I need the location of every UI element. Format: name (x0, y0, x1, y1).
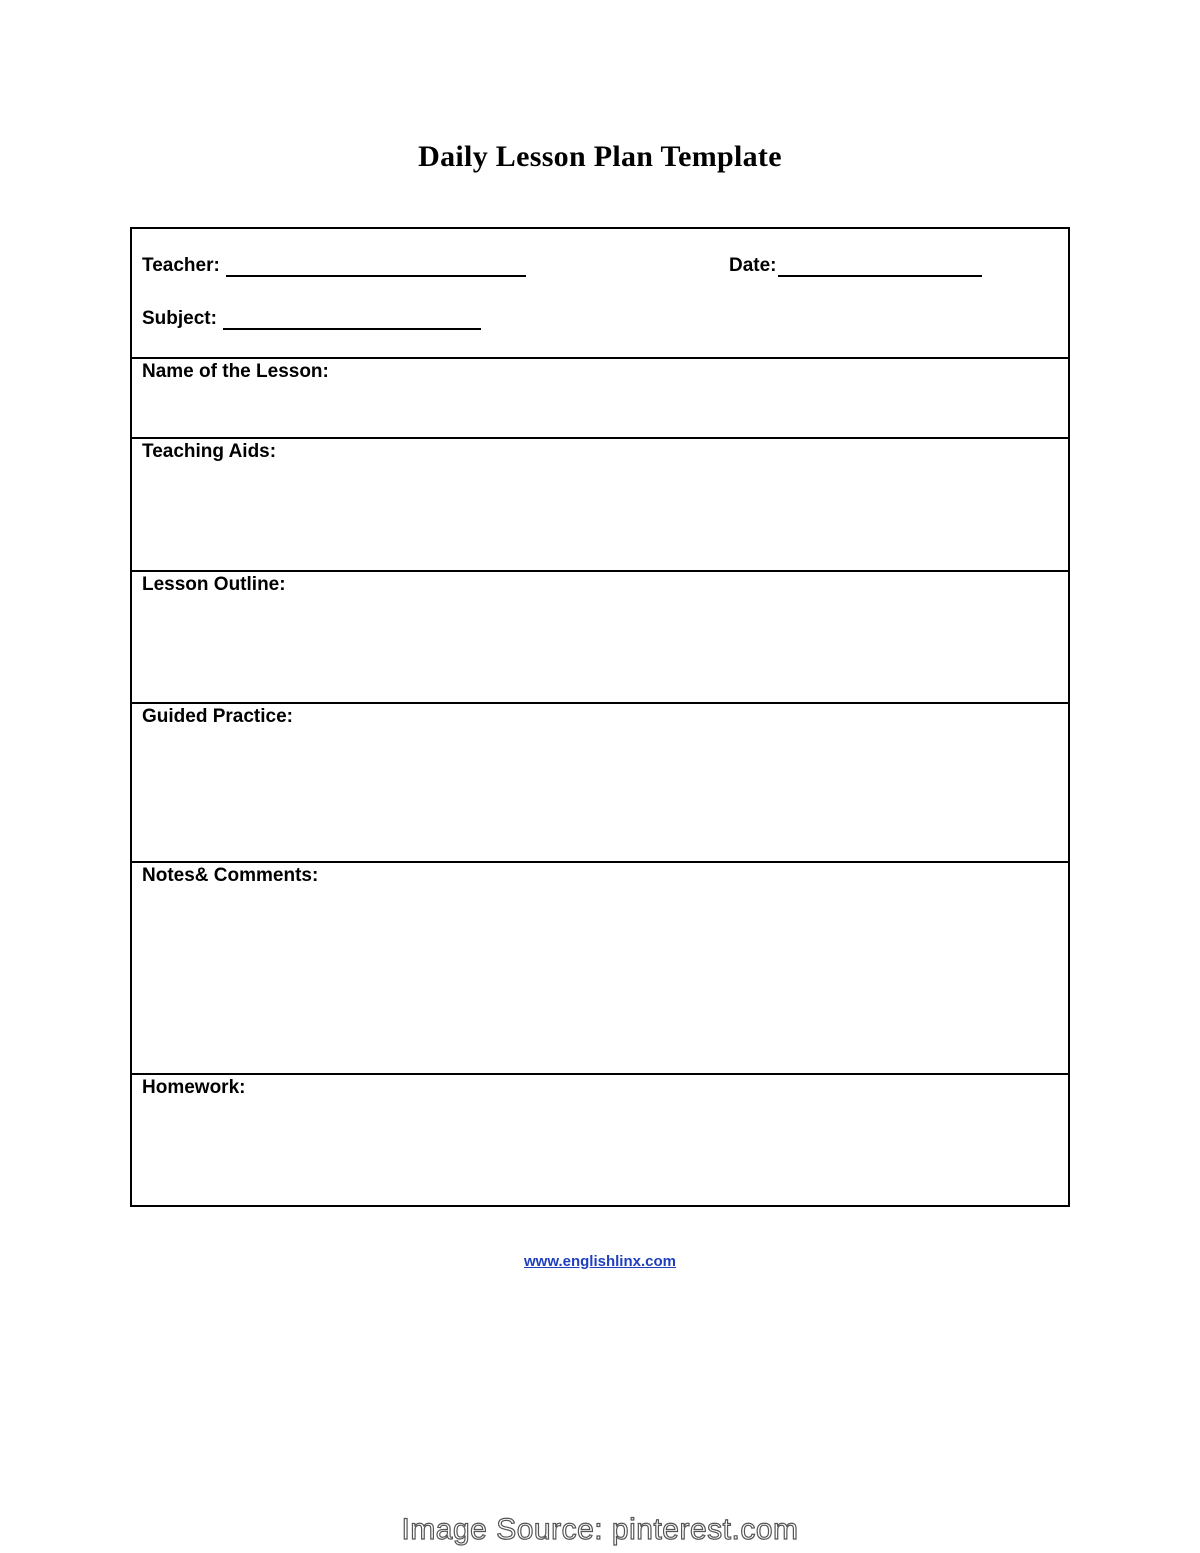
footer (0, 1253, 1200, 1270)
date-blank-line[interactable] (778, 255, 982, 277)
page-title: Daily Lesson Plan Template (418, 140, 782, 173)
section-label: Name of the Lesson: (142, 361, 329, 382)
lesson-plan-form (130, 227, 1070, 1207)
section-name-of-lesson[interactable] (132, 359, 1068, 439)
section-teaching-aids[interactable] (132, 439, 1068, 572)
section-label: Homework: (142, 1077, 246, 1098)
footer-website-link[interactable]: www.englishlinx.com (524, 1253, 676, 1270)
image-source-caption: Image Source: pinterest.com (401, 1513, 799, 1546)
section-label: Teaching Aids: (142, 441, 277, 462)
section-guided-practice[interactable] (132, 704, 1068, 863)
subject-field[interactable] (142, 308, 481, 330)
teacher-label: Teacher: (142, 255, 220, 276)
date-field[interactable] (729, 255, 982, 277)
section-label: Lesson Outline: (142, 574, 286, 595)
subject-blank-line[interactable] (223, 308, 481, 330)
section-label: Notes& Comments: (142, 865, 319, 886)
teacher-blank-line[interactable] (226, 255, 526, 277)
section-notes-comments[interactable] (132, 863, 1068, 1075)
section-lesson-outline[interactable] (132, 572, 1068, 704)
section-label: Guided Practice: (142, 706, 293, 727)
date-label: Date: (729, 255, 777, 276)
teacher-field[interactable] (142, 255, 526, 277)
section-homework[interactable] (132, 1075, 1068, 1205)
header-fields-cell (132, 229, 1068, 359)
subject-label: Subject: (142, 308, 217, 329)
